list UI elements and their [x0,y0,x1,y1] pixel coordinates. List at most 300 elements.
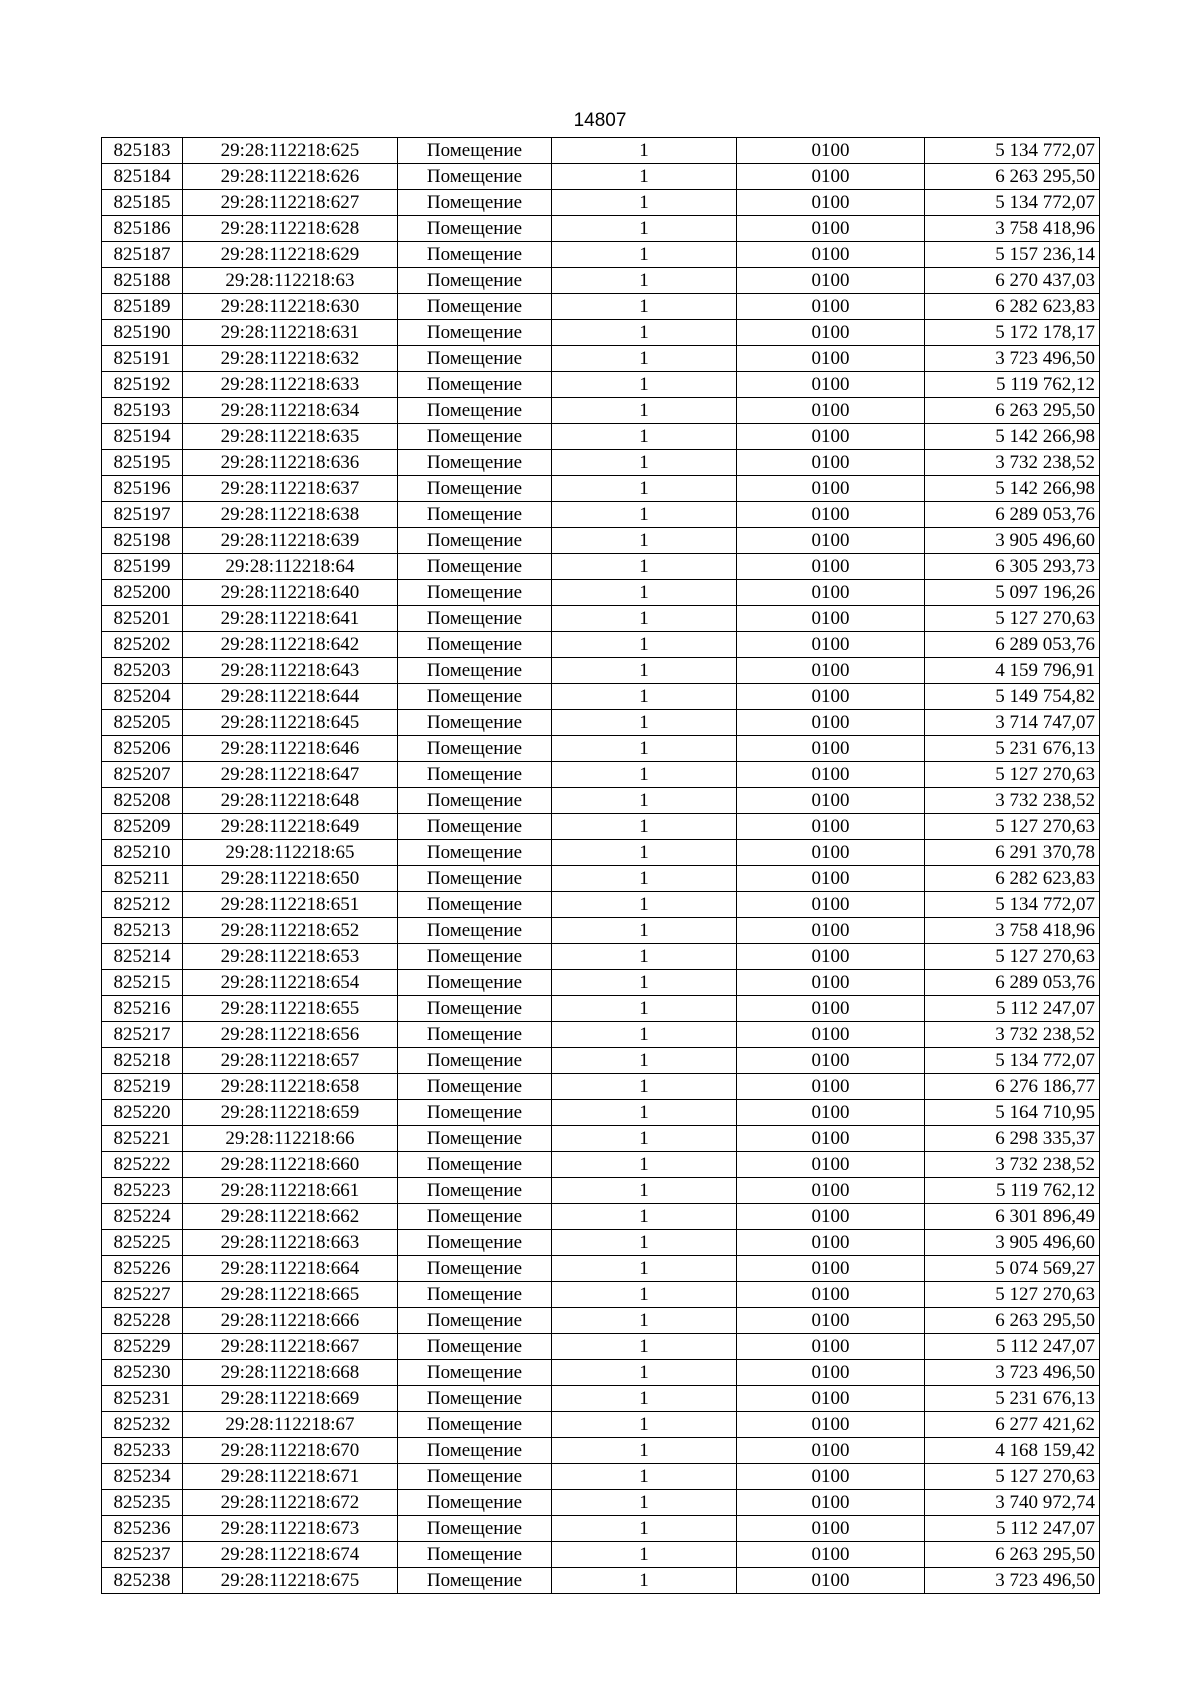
code-cell: 0100 [737,580,925,606]
code-cell: 0100 [737,1178,925,1204]
row-number-cell: 825210 [102,840,183,866]
code-cell: 0100 [737,1360,925,1386]
object-type-cell: Помещение [398,788,552,814]
cadastral-value-cell: 5 231 676,13 [925,1386,1100,1412]
table-row [102,450,1100,476]
code-cell: 0100 [737,1334,925,1360]
cadastral-number-cell: 29:28:112218:669 [183,1386,398,1412]
code-cell: 0100 [737,918,925,944]
object-type-cell: Помещение [398,1256,552,1282]
object-type-cell: Помещение [398,658,552,684]
count-cell: 1 [552,190,737,216]
count-cell: 1 [552,606,737,632]
table-row [102,996,1100,1022]
row-number-cell: 825218 [102,1048,183,1074]
object-type-cell: Помещение [398,1360,552,1386]
count-cell: 1 [552,164,737,190]
object-type-cell: Помещение [398,372,552,398]
row-number-cell: 825207 [102,762,183,788]
cadastral-number-cell: 29:28:112218:632 [183,346,398,372]
cadastral-number-cell: 29:28:112218:66 [183,1126,398,1152]
cadastral-value-cell: 6 289 053,76 [925,970,1100,996]
count-cell: 1 [552,1568,737,1594]
object-type-cell: Помещение [398,1048,552,1074]
code-cell: 0100 [737,866,925,892]
row-number-cell: 825214 [102,944,183,970]
cadastral-number-cell: 29:28:112218:626 [183,164,398,190]
cadastral-number-cell: 29:28:112218:637 [183,476,398,502]
table-row [102,970,1100,996]
code-cell: 0100 [737,1464,925,1490]
object-type-cell: Помещение [398,242,552,268]
count-cell: 1 [552,1282,737,1308]
row-number-cell: 825237 [102,1542,183,1568]
cadastral-value-cell: 6 282 623,83 [925,294,1100,320]
cadastral-number-cell: 29:28:112218:661 [183,1178,398,1204]
row-number-cell: 825236 [102,1516,183,1542]
cadastral-number-cell: 29:28:112218:641 [183,606,398,632]
table-row [102,1256,1100,1282]
code-cell: 0100 [737,1412,925,1438]
table-row [102,1386,1100,1412]
row-number-cell: 825217 [102,1022,183,1048]
object-type-cell: Помещение [398,1464,552,1490]
row-number-cell: 825223 [102,1178,183,1204]
code-cell: 0100 [737,1516,925,1542]
code-cell: 0100 [737,1256,925,1282]
row-number-cell: 825220 [102,1100,183,1126]
row-number-cell: 825219 [102,1074,183,1100]
cadastral-value-cell: 6 291 370,78 [925,840,1100,866]
row-number-cell: 825231 [102,1386,183,1412]
object-type-cell: Помещение [398,736,552,762]
count-cell: 1 [552,1360,737,1386]
row-number-cell: 825238 [102,1568,183,1594]
object-type-cell: Помещение [398,866,552,892]
row-number-cell: 825232 [102,1412,183,1438]
cadastral-value-cell: 5 112 247,07 [925,1516,1100,1542]
cadastral-value-cell: 6 263 295,50 [925,398,1100,424]
count-cell: 1 [552,476,737,502]
object-type-cell: Помещение [398,268,552,294]
table-row [102,892,1100,918]
row-number-cell: 825199 [102,554,183,580]
cadastral-number-cell: 29:28:112218:644 [183,684,398,710]
table-row [102,1516,1100,1542]
table-row [102,294,1100,320]
cadastral-number-cell: 29:28:112218:645 [183,710,398,736]
cadastral-value-cell: 6 301 896,49 [925,1204,1100,1230]
code-cell: 0100 [737,372,925,398]
count-cell: 1 [552,632,737,658]
count-cell: 1 [552,554,737,580]
object-type-cell: Помещение [398,1074,552,1100]
code-cell: 0100 [737,1542,925,1568]
count-cell: 1 [552,1100,737,1126]
code-cell: 0100 [737,892,925,918]
cadastral-number-cell: 29:28:112218:651 [183,892,398,918]
cadastral-value-cell: 5 142 266,98 [925,476,1100,502]
cadastral-number-cell: 29:28:112218:635 [183,424,398,450]
row-number-cell: 825227 [102,1282,183,1308]
table-row [102,918,1100,944]
count-cell: 1 [552,1438,737,1464]
object-type-cell: Помещение [398,164,552,190]
row-number-cell: 825195 [102,450,183,476]
object-type-cell: Помещение [398,1334,552,1360]
table-row [102,736,1100,762]
count-cell: 1 [552,138,737,164]
code-cell: 0100 [737,1022,925,1048]
code-cell: 0100 [737,658,925,684]
row-number-cell: 825189 [102,294,183,320]
row-number-cell: 825184 [102,164,183,190]
object-type-cell: Помещение [398,1204,552,1230]
table-row [102,528,1100,554]
cadastral-number-cell: 29:28:112218:646 [183,736,398,762]
table-body [102,138,1100,1594]
object-type-cell: Помещение [398,502,552,528]
cadastral-value-cell: 5 149 754,82 [925,684,1100,710]
code-cell: 0100 [737,190,925,216]
row-number-cell: 825194 [102,424,183,450]
count-cell: 1 [552,944,737,970]
object-type-cell: Помещение [398,1516,552,1542]
code-cell: 0100 [737,606,925,632]
row-number-cell: 825208 [102,788,183,814]
table-row [102,268,1100,294]
code-cell: 0100 [737,1230,925,1256]
count-cell: 1 [552,242,737,268]
cadastral-number-cell: 29:28:112218:657 [183,1048,398,1074]
cadastral-value-cell: 5 157 236,14 [925,242,1100,268]
code-cell: 0100 [737,424,925,450]
object-type-cell: Помещение [398,580,552,606]
count-cell: 1 [552,1152,737,1178]
code-cell: 0100 [737,840,925,866]
object-type-cell: Помещение [398,1568,552,1594]
cadastral-value-cell: 5 134 772,07 [925,138,1100,164]
table-row [102,1022,1100,1048]
cadastral-value-cell: 5 127 270,63 [925,944,1100,970]
row-number-cell: 825185 [102,190,183,216]
cadastral-value-cell: 5 134 772,07 [925,190,1100,216]
cadastral-number-cell: 29:28:112218:666 [183,1308,398,1334]
code-cell: 0100 [737,788,925,814]
table-row [102,476,1100,502]
row-number-cell: 825215 [102,970,183,996]
table-row [102,1464,1100,1490]
cadastral-value-cell: 5 119 762,12 [925,1178,1100,1204]
cadastral-value-cell: 3 905 496,60 [925,528,1100,554]
cadastral-number-cell: 29:28:112218:658 [183,1074,398,1100]
cadastral-value-cell: 3 723 496,50 [925,346,1100,372]
row-number-cell: 825205 [102,710,183,736]
object-type-cell: Помещение [398,1490,552,1516]
cadastral-number-cell: 29:28:112218:674 [183,1542,398,1568]
table-row [102,606,1100,632]
cadastral-number-cell: 29:28:112218:647 [183,762,398,788]
count-cell: 1 [552,1022,737,1048]
cadastral-value-cell: 3 758 418,96 [925,918,1100,944]
table-row [102,1438,1100,1464]
table-row [102,1204,1100,1230]
object-type-cell: Помещение [398,1230,552,1256]
table-row [102,1334,1100,1360]
row-number-cell: 825192 [102,372,183,398]
cadastral-value-cell: 5 142 266,98 [925,424,1100,450]
count-cell: 1 [552,1542,737,1568]
count-cell: 1 [552,840,737,866]
cadastral-number-cell: 29:28:112218:668 [183,1360,398,1386]
object-type-cell: Помещение [398,1412,552,1438]
cadastral-value-cell: 6 305 293,73 [925,554,1100,580]
row-number-cell: 825216 [102,996,183,1022]
table-row [102,1542,1100,1568]
object-type-cell: Помещение [398,346,552,372]
code-cell: 0100 [737,216,925,242]
object-type-cell: Помещение [398,1022,552,1048]
cadastral-value-cell: 5 172 178,17 [925,320,1100,346]
cadastral-number-cell: 29:28:112218:652 [183,918,398,944]
row-number-cell: 825186 [102,216,183,242]
code-cell: 0100 [737,138,925,164]
cadastral-value-cell: 5 119 762,12 [925,372,1100,398]
count-cell: 1 [552,450,737,476]
count-cell: 1 [552,918,737,944]
code-cell: 0100 [737,528,925,554]
page-number: 14807 [573,110,627,131]
cadastral-value-cell: 3 732 238,52 [925,450,1100,476]
object-type-cell: Помещение [398,1542,552,1568]
object-type-cell: Помещение [398,1308,552,1334]
row-number-cell: 825209 [102,814,183,840]
cadastral-number-cell: 29:28:112218:67 [183,1412,398,1438]
count-cell: 1 [552,1334,737,1360]
table-row [102,788,1100,814]
cadastral-value-cell: 6 298 335,37 [925,1126,1100,1152]
cadastral-value-cell: 5 127 270,63 [925,814,1100,840]
table-row [102,762,1100,788]
row-number-cell: 825233 [102,1438,183,1464]
code-cell: 0100 [737,164,925,190]
code-cell: 0100 [737,398,925,424]
code-cell: 0100 [737,1490,925,1516]
code-cell: 0100 [737,1074,925,1100]
cadastral-number-cell: 29:28:112218:627 [183,190,398,216]
object-type-cell: Помещение [398,424,552,450]
cadastral-number-cell: 29:28:112218:636 [183,450,398,476]
code-cell: 0100 [737,762,925,788]
object-type-cell: Помещение [398,996,552,1022]
row-number-cell: 825201 [102,606,183,632]
cadastral-value-cell: 5 127 270,63 [925,606,1100,632]
count-cell: 1 [552,1126,737,1152]
code-cell: 0100 [737,684,925,710]
cadastral-number-cell: 29:28:112218:659 [183,1100,398,1126]
row-number-cell: 825183 [102,138,183,164]
cadastral-value-cell: 6 276 186,77 [925,1074,1100,1100]
cadastral-value-cell: 5 127 270,63 [925,1282,1100,1308]
cadastral-value-cell: 3 758 418,96 [925,216,1100,242]
table-row [102,944,1100,970]
table-row [102,1152,1100,1178]
object-type-cell: Помещение [398,840,552,866]
row-number-cell: 825193 [102,398,183,424]
table-row [102,190,1100,216]
row-number-cell: 825196 [102,476,183,502]
code-cell: 0100 [737,736,925,762]
cadastral-number-cell: 29:28:112218:653 [183,944,398,970]
code-cell: 0100 [737,476,925,502]
cadastral-value-table [101,137,1100,1594]
cadastral-value-cell: 3 740 972,74 [925,1490,1100,1516]
code-cell: 0100 [737,320,925,346]
table-row [102,658,1100,684]
object-type-cell: Помещение [398,476,552,502]
table-row [102,840,1100,866]
row-number-cell: 825197 [102,502,183,528]
code-cell: 0100 [737,242,925,268]
table-row [102,1360,1100,1386]
code-cell: 0100 [737,1126,925,1152]
row-number-cell: 825211 [102,866,183,892]
cadastral-number-cell: 29:28:112218:631 [183,320,398,346]
code-cell: 0100 [737,710,925,736]
cadastral-number-cell: 29:28:112218:670 [183,1438,398,1464]
cadastral-value-cell: 6 270 437,03 [925,268,1100,294]
row-number-cell: 825204 [102,684,183,710]
cadastral-value-cell: 5 231 676,13 [925,736,1100,762]
cadastral-number-cell: 29:28:112218:675 [183,1568,398,1594]
row-number-cell: 825212 [102,892,183,918]
count-cell: 1 [552,1308,737,1334]
code-cell: 0100 [737,814,925,840]
code-cell: 0100 [737,970,925,996]
code-cell: 0100 [737,632,925,658]
row-number-cell: 825190 [102,320,183,346]
row-number-cell: 825225 [102,1230,183,1256]
code-cell: 0100 [737,502,925,528]
row-number-cell: 825235 [102,1490,183,1516]
count-cell: 1 [552,1464,737,1490]
count-cell: 1 [552,502,737,528]
row-number-cell: 825203 [102,658,183,684]
cadastral-number-cell: 29:28:112218:642 [183,632,398,658]
table-row [102,424,1100,450]
cadastral-number-cell: 29:28:112218:625 [183,138,398,164]
table-row [102,866,1100,892]
table-row [102,372,1100,398]
cadastral-value-cell: 5 112 247,07 [925,996,1100,1022]
code-cell: 0100 [737,1100,925,1126]
code-cell: 0100 [737,1386,925,1412]
cadastral-value-cell: 3 723 496,50 [925,1360,1100,1386]
cadastral-value-cell: 3 732 238,52 [925,1152,1100,1178]
row-number-cell: 825230 [102,1360,183,1386]
cadastral-number-cell: 29:28:112218:63 [183,268,398,294]
count-cell: 1 [552,1178,737,1204]
object-type-cell: Помещение [398,892,552,918]
code-cell: 0100 [737,1204,925,1230]
cadastral-number-cell: 29:28:112218:648 [183,788,398,814]
row-number-cell: 825202 [102,632,183,658]
object-type-cell: Помещение [398,1282,552,1308]
table-row [102,346,1100,372]
table-row [102,710,1100,736]
object-type-cell: Помещение [398,1126,552,1152]
count-cell: 1 [552,788,737,814]
cadastral-value-cell: 4 168 159,42 [925,1438,1100,1464]
count-cell: 1 [552,268,737,294]
cadastral-value-cell: 6 263 295,50 [925,164,1100,190]
row-number-cell: 825234 [102,1464,183,1490]
code-cell: 0100 [737,1438,925,1464]
count-cell: 1 [552,528,737,554]
object-type-cell: Помещение [398,1386,552,1412]
count-cell: 1 [552,970,737,996]
object-type-cell: Помещение [398,1438,552,1464]
row-number-cell: 825188 [102,268,183,294]
cadastral-value-cell: 6 277 421,62 [925,1412,1100,1438]
cadastral-number-cell: 29:28:112218:671 [183,1464,398,1490]
count-cell: 1 [552,710,737,736]
count-cell: 1 [552,1256,737,1282]
count-cell: 1 [552,1516,737,1542]
cadastral-value-cell: 3 714 747,07 [925,710,1100,736]
count-cell: 1 [552,372,737,398]
count-cell: 1 [552,658,737,684]
row-number-cell: 825229 [102,1334,183,1360]
cadastral-value-cell: 6 289 053,76 [925,502,1100,528]
table-row [102,164,1100,190]
cadastral-value-cell: 3 732 238,52 [925,788,1100,814]
cadastral-number-cell: 29:28:112218:629 [183,242,398,268]
object-type-cell: Помещение [398,606,552,632]
code-cell: 0100 [737,554,925,580]
cadastral-value-cell: 6 263 295,50 [925,1308,1100,1334]
count-cell: 1 [552,1204,737,1230]
code-cell: 0100 [737,268,925,294]
cadastral-number-cell: 29:28:112218:640 [183,580,398,606]
object-type-cell: Помещение [398,450,552,476]
object-type-cell: Помещение [398,918,552,944]
count-cell: 1 [552,1386,737,1412]
cadastral-number-cell: 29:28:112218:655 [183,996,398,1022]
count-cell: 1 [552,736,737,762]
row-number-cell: 825206 [102,736,183,762]
count-cell: 1 [552,1230,737,1256]
cadastral-number-cell: 29:28:112218:639 [183,528,398,554]
table-row [102,1048,1100,1074]
cadastral-value-cell: 5 112 247,07 [925,1334,1100,1360]
count-cell: 1 [552,1074,737,1100]
code-cell: 0100 [737,944,925,970]
object-type-cell: Помещение [398,528,552,554]
row-number-cell: 825198 [102,528,183,554]
row-number-cell: 825191 [102,346,183,372]
table-row [102,216,1100,242]
object-type-cell: Помещение [398,1178,552,1204]
cadastral-value-cell: 5 134 772,07 [925,1048,1100,1074]
count-cell: 1 [552,320,737,346]
cadastral-number-cell: 29:28:112218:656 [183,1022,398,1048]
cadastral-number-cell: 29:28:112218:65 [183,840,398,866]
cadastral-value-cell: 5 127 270,63 [925,1464,1100,1490]
object-type-cell: Помещение [398,632,552,658]
row-number-cell: 825226 [102,1256,183,1282]
table-row [102,138,1100,164]
